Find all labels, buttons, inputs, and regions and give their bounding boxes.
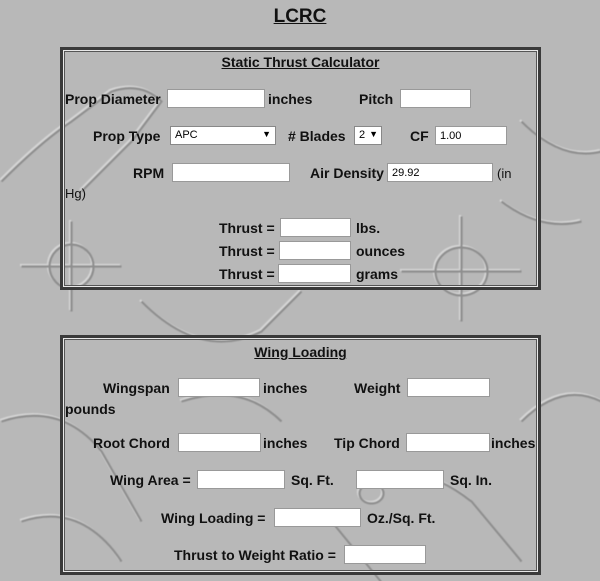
thrust-lbs-label: Thrust = — [219, 220, 275, 236]
prop-diameter-input[interactable] — [167, 89, 265, 108]
cf-label: CF — [410, 128, 429, 144]
tip-chord-unit: inches — [491, 435, 536, 451]
weight-unit: pounds — [65, 401, 116, 417]
wingspan-label: Wingspan — [103, 380, 170, 396]
air-density-label: Air Density — [310, 165, 384, 181]
prop-type-label: Prop Type — [93, 128, 161, 144]
chevron-down-icon: ▼ — [369, 129, 378, 139]
root-chord-label: Root Chord — [93, 435, 170, 451]
pitch-input[interactable] — [400, 89, 471, 108]
blades-select[interactable] — [354, 126, 382, 145]
rpm-input[interactable] — [172, 163, 290, 182]
thrust-panel-heading: Static Thrust Calculator — [221, 54, 380, 70]
tip-chord-label: Tip Chord — [334, 435, 400, 451]
thrust-ounces-label: Thrust = — [219, 243, 275, 259]
tip-chord-input[interactable] — [406, 433, 490, 452]
page-title: LCRC — [273, 6, 327, 27]
wing-area-label: Wing Area = — [110, 472, 191, 488]
chevron-down-icon: ▼ — [262, 129, 271, 139]
wingspan-unit: inches — [263, 380, 308, 396]
wing-area-sqft-output[interactable] — [197, 470, 285, 489]
thrust-lbs-output[interactable] — [280, 218, 351, 237]
wing-loading-label: Wing Loading = — [161, 510, 266, 526]
static-thrust-panel — [60, 47, 541, 290]
thrust-grams-output[interactable] — [278, 264, 351, 283]
root-chord-unit: inches — [263, 435, 308, 451]
air-density-input[interactable] — [387, 163, 493, 182]
wing-area-sqin-output[interactable] — [356, 470, 444, 489]
air-density-unit-end: Hg) — [65, 186, 86, 201]
prop-diameter-unit: inches — [268, 91, 313, 107]
prop-type-selected: APC — [175, 129, 198, 141]
prop-diameter-label: Prop Diameter — [65, 91, 161, 107]
wing-area-sqft-unit: Sq. Ft. — [291, 472, 334, 488]
wingspan-input[interactable] — [178, 378, 260, 397]
pitch-label: Pitch — [359, 91, 394, 107]
wing-area-sqin-unit: Sq. In. — [450, 472, 492, 488]
thrust-weight-ratio-label: Thrust to Weight Ratio = — [174, 547, 336, 563]
air-density-unit-start: (in — [497, 166, 512, 181]
blades-selected: 2 — [359, 129, 366, 141]
rpm-label: RPM — [133, 165, 165, 181]
cf-input[interactable] — [435, 126, 507, 145]
thrust-lbs-unit: lbs. — [356, 220, 381, 236]
thrust-ounces-unit: ounces — [356, 243, 406, 259]
wing-loading-unit: Oz./Sq. Ft. — [367, 510, 436, 526]
weight-input[interactable] — [407, 378, 490, 397]
wing-loading-panel — [60, 335, 541, 575]
wing-loading-output[interactable] — [274, 508, 361, 527]
thrust-ounces-output[interactable] — [279, 241, 351, 260]
prop-type-select[interactable] — [170, 126, 276, 145]
root-chord-input[interactable] — [178, 433, 261, 452]
thrust-grams-unit: grams — [356, 266, 399, 282]
thrust-grams-label: Thrust = — [219, 266, 275, 282]
thrust-weight-ratio-output[interactable] — [344, 545, 426, 564]
weight-label: Weight — [354, 380, 401, 396]
blades-label: # Blades — [288, 128, 346, 144]
wing-panel-heading: Wing Loading — [254, 344, 347, 360]
